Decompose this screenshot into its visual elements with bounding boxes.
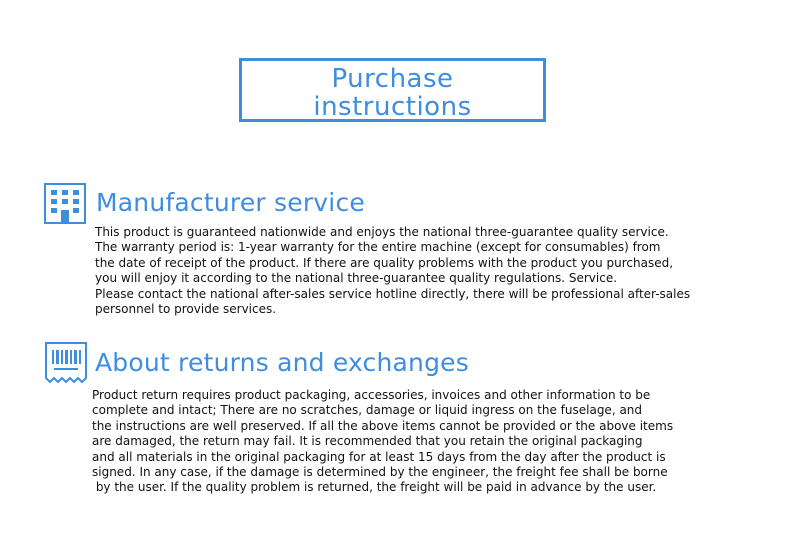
returns-line: are damaged, the return may fail. It is recommended that you retain the original packaging bbox=[92, 434, 643, 449]
title-box bbox=[239, 58, 546, 122]
manufacturer-heading: Manufacturer service bbox=[96, 188, 365, 217]
returns-line: Product return requires product packaging, accessories, invoices and other information to be bbox=[92, 388, 651, 402]
manufacturer-line: This product is guaranteed nationwide and enjoys the national three-guarantee quality service. bbox=[95, 225, 669, 239]
returns-body bbox=[92, 388, 673, 496]
manufacturer-line: the date of receipt of the product. If there are quality problems with the product you purchased, bbox=[95, 255, 674, 270]
title-line-2: instructions bbox=[313, 92, 472, 122]
manufacturer-body bbox=[95, 225, 690, 317]
returns-line: by the user. If the quality problem is returned, the freight will be paid in advance by the user. bbox=[92, 480, 657, 495]
returns-heading: About returns and exchanges bbox=[95, 348, 469, 377]
manufacturer-line: Please contact the national after-sales service hotline directly, there will be professional after-sales bbox=[95, 286, 691, 301]
manufacturer-line: The warranty period is: 1-year warranty for the entire machine (except for consumables) from bbox=[95, 240, 661, 255]
building-icon bbox=[42, 181, 88, 225]
returns-line: the instructions are well preserved. If all the above items cannot be provided or the above items bbox=[92, 418, 674, 433]
manufacturer-line: you will enjoy it according to the national three-guarantee quality regulations. Service. bbox=[95, 271, 618, 286]
returns-line: complete and intact; There are no scratches, damage or liquid ingress on the fuselage, and bbox=[92, 403, 643, 418]
returns-line: and all materials in the original packaging for at least 15 days from the day after the product is bbox=[92, 449, 666, 464]
barcode-receipt-icon bbox=[42, 340, 90, 386]
title-line-1: Purchase bbox=[331, 64, 454, 94]
manufacturer-line: personnel to provide services. bbox=[95, 302, 277, 317]
returns-line: signed. In any case, if the damage is determined by the engineer, the freight fee shall be borne bbox=[92, 465, 668, 480]
